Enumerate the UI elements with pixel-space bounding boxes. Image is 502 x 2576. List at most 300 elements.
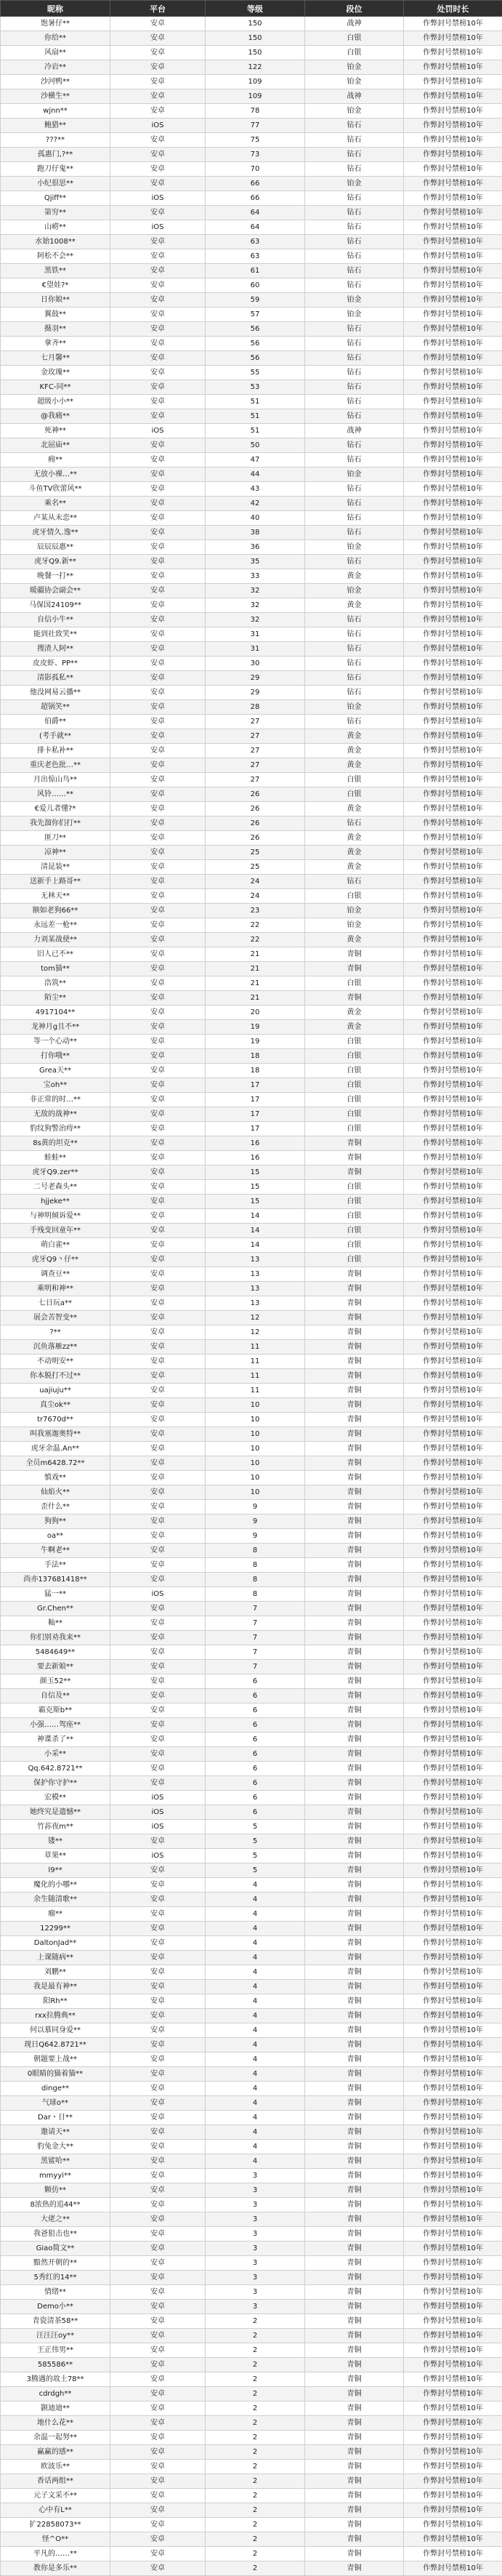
cell-platform: 安卓 <box>110 642 206 657</box>
cell-platform: 安卓 <box>110 1355 206 1369</box>
cell-penalty: 作弊封号禁榜10年 <box>404 700 502 715</box>
cell-platform: 安卓 <box>110 2023 206 2038</box>
cell-level: 8 <box>206 1573 305 1587</box>
cell-nickname: 风扇** <box>1 46 110 60</box>
cell-nickname: 扩22858073** <box>1 2518 110 2532</box>
table-row <box>1 2227 502 2242</box>
cell-rank: 青铜 <box>305 1340 404 1355</box>
cell-nickname: Grea天** <box>1 1064 110 1078</box>
cell-penalty: 作弊封号禁榜10年 <box>404 773 502 787</box>
cell-penalty: 作弊封号禁榜10年 <box>404 569 502 584</box>
cell-penalty: 作弊封号禁榜10年 <box>404 468 502 482</box>
cell-rank: 青铜 <box>305 2300 404 2314</box>
cell-platform: 安卓 <box>110 2125 206 2140</box>
table-row <box>1 2402 502 2416</box>
cell-platform: 安卓 <box>110 2183 206 2198</box>
cell-level: 18 <box>206 1049 305 1064</box>
cell-platform: 安卓 <box>110 2372 206 2387</box>
cell-nickname: 力刘某战使** <box>1 933 110 947</box>
cell-level: 21 <box>206 947 305 962</box>
table-row <box>1 75 502 89</box>
cell-rank: 白银 <box>305 1209 404 1224</box>
cell-nickname: 萌白雀** <box>1 1238 110 1253</box>
table-row <box>1 133 502 148</box>
cell-penalty: 作弊封号禁榜10年 <box>404 2300 502 2314</box>
table-row <box>1 2023 502 2038</box>
cell-rank: 白银 <box>305 889 404 904</box>
table-row <box>1 1006 502 1020</box>
cell-platform: 安卓 <box>110 1413 206 1427</box>
cell-nickname: 阳Rh** <box>1 1994 110 2009</box>
cell-level: 27 <box>206 758 305 773</box>
cell-platform: iOS <box>110 1820 206 1834</box>
cell-rank: 钻石 <box>305 671 404 686</box>
table-row <box>1 2489 502 2503</box>
cell-platform: 安卓 <box>110 1878 206 1893</box>
cell-penalty: 作弊封号禁榜10年 <box>404 584 502 598</box>
cell-level: 109 <box>206 75 305 89</box>
table-row <box>1 2329 502 2343</box>
cell-rank: 钻石 <box>305 133 404 148</box>
cell-penalty: 作弊封号禁榜10年 <box>404 1849 502 1863</box>
cell-nickname: 真尘ok** <box>1 1398 110 1413</box>
cell-rank: 黄金 <box>305 1006 404 1020</box>
cell-platform: 安卓 <box>110 2285 206 2300</box>
table-row <box>1 1936 502 1951</box>
cell-rank: 青铜 <box>305 1136 404 1151</box>
cell-penalty: 作弊封号禁榜10年 <box>404 933 502 947</box>
cell-level: 2 <box>206 2343 305 2358</box>
cell-penalty: 作弊封号禁榜10年 <box>404 962 502 976</box>
cell-rank: 青铜 <box>305 1631 404 1645</box>
table-row <box>1 598 502 613</box>
cell-level: 32 <box>206 613 305 627</box>
cell-nickname: 永远差一枪** <box>1 918 110 933</box>
cell-penalty: 作弊封号禁榜10年 <box>404 1006 502 1020</box>
table-row <box>1 1195 502 1209</box>
cell-nickname: 自信及** <box>1 1689 110 1704</box>
cell-rank: 白银 <box>305 1238 404 1253</box>
cell-penalty: 作弊封号禁榜10年 <box>404 220 502 235</box>
cell-platform: 安卓 <box>110 2343 206 2358</box>
table-row <box>1 2474 502 2489</box>
table-row <box>1 220 502 235</box>
table-row <box>1 1456 502 1471</box>
cell-rank: 青铜 <box>305 2503 404 2518</box>
cell-level: 15 <box>206 1180 305 1195</box>
cell-level: 3 <box>206 2212 305 2227</box>
cell-level: 4 <box>206 1878 305 1893</box>
table-row <box>1 2343 502 2358</box>
cell-level: 19 <box>206 1035 305 1049</box>
cell-level: 4 <box>206 2038 305 2053</box>
cell-platform: 安卓 <box>110 2227 206 2242</box>
cell-rank: 青铜 <box>305 2169 404 2183</box>
cell-platform: 安卓 <box>110 2387 206 2402</box>
cell-rank: 青铜 <box>305 1558 404 1573</box>
cell-platform: 安卓 <box>110 2242 206 2256</box>
cell-rank: 铂金 <box>305 293 404 308</box>
cell-platform: 安卓 <box>110 1165 206 1180</box>
cell-rank: 钻石 <box>305 337 404 351</box>
table-row <box>1 2067 502 2082</box>
table-row <box>1 1253 502 1267</box>
cell-penalty: 作弊封号禁榜10年 <box>404 1442 502 1456</box>
table-row <box>1 2053 502 2067</box>
cell-level: 4 <box>206 2053 305 2067</box>
cell-penalty: 作弊封号禁榜10年 <box>404 1471 502 1485</box>
cell-level: 32 <box>206 584 305 598</box>
cell-penalty: 作弊封号禁榜10年 <box>404 453 502 468</box>
table-row <box>1 1384 502 1398</box>
cell-rank: 青铜 <box>305 2445 404 2460</box>
cell-penalty: 作弊封号禁榜10年 <box>404 2227 502 2242</box>
cell-nickname: 豹纹狗警治痔** <box>1 1122 110 1136</box>
cell-nickname: Qjiff** <box>1 191 110 206</box>
cell-rank: 青铜 <box>305 2489 404 2503</box>
cell-nickname: 无放小裸…** <box>1 468 110 482</box>
cell-level: 50 <box>206 438 305 453</box>
cell-platform: iOS <box>110 191 206 206</box>
cell-level: 2 <box>206 2460 305 2474</box>
cell-platform: 安卓 <box>110 2416 206 2431</box>
cell-rank: 钻石 <box>305 686 404 700</box>
cell-rank: 钻石 <box>305 220 404 235</box>
cell-level: 4 <box>206 2067 305 2082</box>
cell-rank: 青铜 <box>305 2314 404 2329</box>
cell-rank: 青铜 <box>305 1922 404 1936</box>
cell-nickname: hjjeke** <box>1 1195 110 1209</box>
cell-rank: 青铜 <box>305 2023 404 2038</box>
cell-penalty: 作弊封号禁榜10年 <box>404 1878 502 1893</box>
cell-penalty: 作弊封号禁榜10年 <box>404 482 502 497</box>
cell-platform: 安卓 <box>110 1296 206 1311</box>
cell-penalty: 作弊封号禁榜10年 <box>404 1660 502 1674</box>
table-row <box>1 380 502 395</box>
cell-platform: 安卓 <box>110 1238 206 1253</box>
cell-penalty: 作弊封号禁榜10年 <box>404 1994 502 2009</box>
cell-nickname: 清影孤私** <box>1 671 110 686</box>
cell-level: 29 <box>206 671 305 686</box>
cell-platform: 安卓 <box>110 816 206 831</box>
cell-nickname: 晚餐一打** <box>1 569 110 584</box>
cell-platform: 安卓 <box>110 1616 206 1631</box>
cell-platform: 安卓 <box>110 2111 206 2125</box>
cell-platform: 安卓 <box>110 540 206 555</box>
table-row <box>1 60 502 75</box>
cell-rank: 钻石 <box>305 206 404 220</box>
cell-level: 9 <box>206 1514 305 1529</box>
cell-penalty: 作弊封号禁榜10年 <box>404 2532 502 2547</box>
cell-level: 4 <box>206 1893 305 1907</box>
cell-platform: 安卓 <box>110 1631 206 1645</box>
cell-nickname: 汪汪汪oy** <box>1 2329 110 2343</box>
cell-platform: 安卓 <box>110 2547 206 2561</box>
cell-platform: 安卓 <box>110 860 206 875</box>
cell-rank: 青铜 <box>305 2082 404 2096</box>
cell-level: 64 <box>206 220 305 235</box>
cell-penalty: 作弊封号禁榜10年 <box>404 17 502 31</box>
cell-platform: 安卓 <box>110 1078 206 1093</box>
cell-penalty: 作弊封号禁榜10年 <box>404 1820 502 1834</box>
cell-level: 10 <box>206 1442 305 1456</box>
cell-penalty: 作弊封号禁榜10年 <box>404 2503 502 2518</box>
cell-level: 11 <box>206 1340 305 1355</box>
cell-penalty: 作弊封号禁榜10年 <box>404 1776 502 1791</box>
cell-rank: 青铜 <box>305 1762 404 1776</box>
cell-penalty: 作弊封号禁榜10年 <box>404 1805 502 1820</box>
cell-level: 5 <box>206 1834 305 1849</box>
cell-rank: 青铜 <box>305 1369 404 1384</box>
cell-nickname: DaltonJad** <box>1 1936 110 1951</box>
cell-penalty: 作弊封号禁榜10年 <box>404 1456 502 1471</box>
table-row <box>1 1834 502 1849</box>
cell-level: 10 <box>206 1456 305 1471</box>
table-row <box>1 991 502 1006</box>
table-row <box>1 1093 502 1107</box>
cell-nickname: 无敌的战神** <box>1 1107 110 1122</box>
cell-platform: 安卓 <box>110 773 206 787</box>
cell-platform: 安卓 <box>110 1674 206 1689</box>
table-row <box>1 1893 502 1907</box>
cell-level: 6 <box>206 1689 305 1704</box>
cell-platform: 安卓 <box>110 2314 206 2329</box>
table-row <box>1 1863 502 1878</box>
cell-rank: 黄金 <box>305 598 404 613</box>
cell-penalty: 作弊封号禁榜10年 <box>404 206 502 220</box>
cell-level: 35 <box>206 555 305 569</box>
table-row <box>1 2532 502 2547</box>
cell-rank: 青铜 <box>305 1674 404 1689</box>
cell-penalty: 作弊封号禁榜10年 <box>404 60 502 75</box>
cell-nickname: 要去新娘** <box>1 1660 110 1674</box>
cell-penalty: 作弊封号禁榜10年 <box>404 1325 502 1340</box>
cell-rank: 钻石 <box>305 264 404 278</box>
cell-level: 78 <box>206 104 305 119</box>
cell-rank: 青铜 <box>305 2474 404 2489</box>
cell-platform: 安卓 <box>110 75 206 89</box>
table-row <box>1 1296 502 1311</box>
cell-penalty: 作弊封号禁榜10年 <box>404 1834 502 1849</box>
cell-rank: 钻石 <box>305 380 404 395</box>
cell-level: 8 <box>206 1558 305 1573</box>
cell-penalty: 作弊封号禁榜10年 <box>404 2445 502 2460</box>
cell-level: 51 <box>206 409 305 424</box>
table-row <box>1 1820 502 1834</box>
cell-level: 13 <box>206 1296 305 1311</box>
cell-penalty: 作弊封号禁榜10年 <box>404 1587 502 1602</box>
table-row <box>1 1355 502 1369</box>
cell-nickname: 颗仿** <box>1 2183 110 2198</box>
cell-nickname: 你本脱打不过** <box>1 1369 110 1384</box>
cell-platform: 安卓 <box>110 177 206 191</box>
cell-platform: 安卓 <box>110 1573 206 1587</box>
cell-penalty: 作弊封号禁榜10年 <box>404 686 502 700</box>
cell-nickname: 虎牙情久.逸** <box>1 526 110 540</box>
table-row <box>1 1136 502 1151</box>
cell-platform: 安卓 <box>110 657 206 671</box>
cell-penalty: 作弊封号禁榜10年 <box>404 555 502 569</box>
cell-rank: 铂金 <box>305 75 404 89</box>
cell-level: 27 <box>206 715 305 729</box>
cell-platform: 安卓 <box>110 2053 206 2067</box>
cell-level: 5 <box>206 1820 305 1834</box>
cell-penalty: 作弊封号禁榜10年 <box>404 2387 502 2402</box>
cell-level: 14 <box>206 1209 305 1224</box>
cell-platform: 安卓 <box>110 2445 206 2460</box>
cell-rank: 青铜 <box>305 1965 404 1980</box>
cell-rank: 青铜 <box>305 2198 404 2212</box>
table-row <box>1 2547 502 2561</box>
cell-rank: 黄金 <box>305 744 404 758</box>
cell-level: 31 <box>206 642 305 657</box>
cell-level: 2 <box>206 2532 305 2547</box>
cell-nickname: 黑铁** <box>1 264 110 278</box>
table-row <box>1 642 502 657</box>
cell-nickname: 手残变回童年** <box>1 1224 110 1238</box>
cell-level: 32 <box>206 598 305 613</box>
cell-level: 55 <box>206 366 305 380</box>
cell-penalty: 作弊封号禁榜10年 <box>404 1485 502 1500</box>
table-row <box>1 729 502 744</box>
table-row <box>1 2518 502 2532</box>
cell-platform: 安卓 <box>110 89 206 104</box>
table-row <box>1 584 502 598</box>
cell-rank: 青铜 <box>305 1442 404 1456</box>
cell-rank: 青铜 <box>305 2285 404 2300</box>
cell-platform: 安卓 <box>110 1035 206 1049</box>
cell-penalty: 作弊封号禁榜10年 <box>404 1500 502 1514</box>
cell-nickname: 排卡私补** <box>1 744 110 758</box>
cell-rank: 青铜 <box>305 2402 404 2416</box>
table-row <box>1 497 502 511</box>
cell-rank: 钻石 <box>305 366 404 380</box>
table-row <box>1 177 502 191</box>
cell-rank: 青铜 <box>305 1805 404 1820</box>
cell-nickname: 朝题要上战** <box>1 2053 110 2067</box>
table-row <box>1 1209 502 1224</box>
cell-level: 23 <box>206 904 305 918</box>
cell-level: 14 <box>206 1224 305 1238</box>
cell-nickname: 不动明安** <box>1 1355 110 1369</box>
table-row <box>1 46 502 60</box>
cell-nickname: 3腾遇的故土78** <box>1 2372 110 2387</box>
cell-platform: 安卓 <box>110 17 206 31</box>
cell-level: 4 <box>206 2023 305 2038</box>
cell-nickname: 上课随病** <box>1 1951 110 1965</box>
cell-platform: 安卓 <box>110 133 206 148</box>
table-row <box>1 308 502 322</box>
cell-penalty: 作弊封号禁榜10年 <box>404 2314 502 2329</box>
table-row <box>1 1122 502 1136</box>
cell-platform: 安卓 <box>110 2154 206 2169</box>
cell-level: 56 <box>206 337 305 351</box>
cell-platform: 安卓 <box>110 409 206 424</box>
cell-nickname: 青瓷清茶58** <box>1 2314 110 2329</box>
cell-rank: 青铜 <box>305 1776 404 1791</box>
cell-rank: 青铜 <box>305 1718 404 1733</box>
cell-nickname: 皮皮虾、PP** <box>1 657 110 671</box>
cell-rank: 钻石 <box>305 482 404 497</box>
cell-nickname: 孤惠门,?** <box>1 148 110 162</box>
cell-platform: 安卓 <box>110 453 206 468</box>
cell-nickname: 慎戏** <box>1 1471 110 1485</box>
table-row <box>1 2242 502 2256</box>
cell-nickname: 虎牙Q9.zer** <box>1 1165 110 1180</box>
cell-rank: 青铜 <box>305 2561 404 2576</box>
table-row <box>1 2431 502 2445</box>
table-row <box>1 482 502 497</box>
cell-rank: 青铜 <box>305 2125 404 2140</box>
cell-penalty: 作弊封号禁榜10年 <box>404 119 502 133</box>
cell-penalty: 作弊封号禁榜10年 <box>404 2009 502 2023</box>
cell-rank: 白银 <box>305 773 404 787</box>
cell-penalty: 作弊封号禁榜10年 <box>404 1791 502 1805</box>
cell-rank: 青铜 <box>305 1907 404 1922</box>
cell-platform: 安卓 <box>110 1514 206 1529</box>
cell-penalty: 作弊封号禁榜10年 <box>404 293 502 308</box>
cell-platform: 安卓 <box>110 2140 206 2154</box>
cell-penalty: 作弊封号禁榜10年 <box>404 1267 502 1282</box>
cell-level: 60 <box>206 278 305 293</box>
cell-level: 6 <box>206 1704 305 1718</box>
table-row <box>1 526 502 540</box>
table-row <box>1 1733 502 1747</box>
cell-rank: 青铜 <box>305 1704 404 1718</box>
table-row <box>1 1282 502 1296</box>
cell-platform: 安卓 <box>110 1660 206 1674</box>
cell-nickname: 辰辰辰惠** <box>1 540 110 555</box>
cell-nickname: 颜玉52** <box>1 1674 110 1689</box>
cell-penalty: 作弊封号禁榜10年 <box>404 1616 502 1631</box>
cell-rank: 战神 <box>305 17 404 31</box>
cell-level: 17 <box>206 1093 305 1107</box>
cell-penalty: 作弊封号禁榜10年 <box>404 278 502 293</box>
cell-platform: 安卓 <box>110 293 206 308</box>
cell-rank: 青铜 <box>305 1849 404 1863</box>
table-row <box>1 351 502 366</box>
cell-level: 10 <box>206 1398 305 1413</box>
cell-penalty: 作弊封号禁榜10年 <box>404 1035 502 1049</box>
table-row <box>1 860 502 875</box>
cell-nickname: 山崂** <box>1 220 110 235</box>
cell-level: 43 <box>206 482 305 497</box>
table-row <box>1 1689 502 1704</box>
cell-platform: 安卓 <box>110 686 206 700</box>
cell-nickname: 气球o** <box>1 2096 110 2111</box>
cell-penalty: 作弊封号禁榜10年 <box>404 2183 502 2198</box>
cell-platform: 安卓 <box>110 1471 206 1485</box>
cell-level: 51 <box>206 395 305 409</box>
table-row <box>1 1747 502 1762</box>
cell-level: 7 <box>206 1602 305 1616</box>
cell-penalty: 作弊封号禁榜10年 <box>404 2212 502 2227</box>
cell-penalty: 作弊封号禁榜10年 <box>404 1078 502 1093</box>
cell-nickname: €望娃?* <box>1 278 110 293</box>
table-row <box>1 1442 502 1456</box>
table-row <box>1 555 502 569</box>
cell-level: 20 <box>206 1006 305 1020</box>
cell-level: 21 <box>206 962 305 976</box>
cell-platform: 安卓 <box>110 1834 206 1849</box>
cell-nickname: 平凡的……** <box>1 2547 110 2561</box>
cell-penalty: 作弊封号禁榜10年 <box>404 1674 502 1689</box>
cell-rank: 青铜 <box>305 1791 404 1805</box>
cell-penalty: 作弊封号禁榜10年 <box>404 2256 502 2271</box>
cell-nickname: ?** <box>1 1325 110 1340</box>
cell-level: 3 <box>206 2300 305 2314</box>
cell-level: 28 <box>206 700 305 715</box>
